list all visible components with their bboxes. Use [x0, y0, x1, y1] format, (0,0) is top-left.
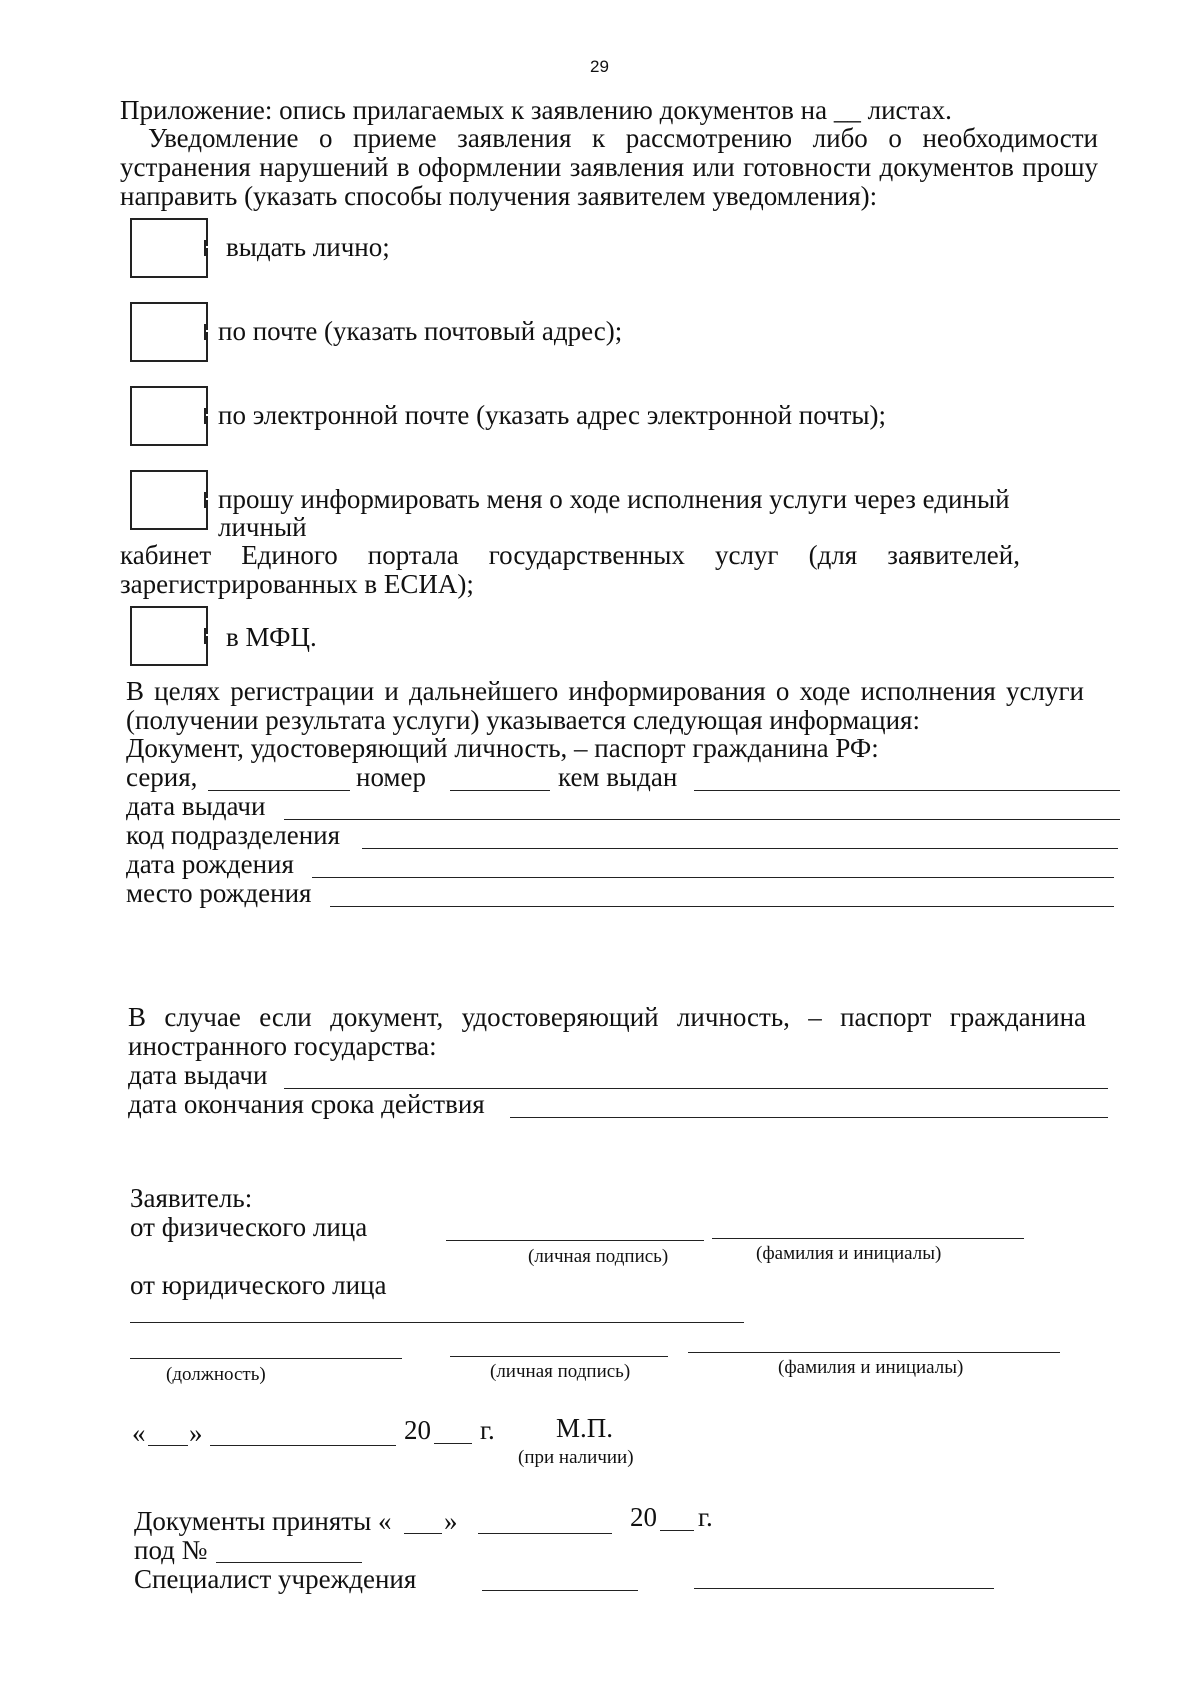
registration-line-3: Документ, удостоверяющий личность, – паспорт гражданина РФ:: [126, 733, 879, 763]
legal-name-field[interactable]: [688, 1352, 1060, 1353]
accepted-year-prefix: 20: [630, 1502, 657, 1532]
checkbox-in-person[interactable]: [130, 218, 208, 276]
division-code-label: код подразделения: [126, 820, 341, 850]
foreign-line-1: В случае если документ, удостоверяющий личность, – паспорт гражданина: [128, 1002, 1086, 1032]
individual-name-field[interactable]: [712, 1238, 1024, 1239]
accepted-year-field[interactable]: [660, 1530, 694, 1531]
checkbox-gosuslugi[interactable]: [130, 470, 208, 528]
issue-date-field[interactable]: [284, 819, 1120, 820]
checkbox-by-email[interactable]: [130, 386, 208, 444]
foreign-line-2: иностранного государства:: [128, 1031, 437, 1061]
birth-place-label: место рождения: [126, 878, 312, 908]
legal-name-caption: (фамилия и инициалы): [778, 1357, 964, 1378]
division-code-field[interactable]: [362, 848, 1118, 849]
position-field[interactable]: [130, 1358, 402, 1359]
option-gosuslugi-label-2: личный: [218, 512, 307, 542]
accepted-month-field[interactable]: [478, 1533, 612, 1534]
date-day-field[interactable]: [148, 1445, 188, 1446]
accepted-close-quote: »: [444, 1506, 458, 1536]
position-caption: (должность): [166, 1364, 266, 1385]
checkbox-by-mail[interactable]: [130, 302, 208, 360]
registration-line-2: (получении результата услуги) указывается следующая информация:: [126, 705, 920, 735]
notification-line-2: устранения нарушений в оформлении заявления или готовности документов прошу: [120, 152, 1098, 182]
number-label: номер: [356, 762, 427, 792]
legal-entity-label: от юридического лица: [130, 1270, 387, 1300]
appendix-line: Приложение: опись прилагаемых к заявлению документов на __ листах.: [120, 95, 952, 125]
notification-line-1: Уведомление о приеме заявления к рассмотрению либо о необходимости: [148, 123, 1098, 153]
accepted-day-field[interactable]: [404, 1533, 442, 1534]
legal-signature-field[interactable]: [450, 1356, 668, 1357]
date-year-suffix: г.: [480, 1415, 495, 1445]
specialist-name-field[interactable]: [694, 1588, 994, 1589]
individual-label: от физического лица: [130, 1212, 368, 1242]
registration-line-1: В целях регистрации и дальнейшего информирования о ходе исполнения услуги: [126, 676, 1084, 706]
specialist-label: Специалист учреждения: [134, 1564, 417, 1594]
individual-signature-caption: (личная подпись): [528, 1246, 669, 1267]
stamp-label: М.П.: [556, 1413, 614, 1443]
issue-date-label: дата выдачи: [126, 791, 266, 821]
accepted-label: Документы приняты «: [134, 1506, 392, 1536]
option-gosuslugi-label: прошу информировать меня о ходе исполнения услуги через единый: [218, 484, 1010, 514]
option-gosuslugi-cont-1: кабинет Единого портала государственных услуг (для заявителей,: [120, 540, 1020, 570]
foreign-issue-date-label: дата выдачи: [128, 1060, 268, 1090]
date-open-quote: «: [132, 1418, 146, 1448]
date-year-prefix: 20: [404, 1415, 431, 1445]
accepted-number-label: под №: [134, 1535, 208, 1565]
foreign-expiry-field[interactable]: [510, 1117, 1108, 1118]
birth-place-field[interactable]: [330, 906, 1114, 907]
individual-name-caption: (фамилия и инициалы): [756, 1243, 942, 1264]
birth-date-label: дата рождения: [126, 849, 294, 879]
individual-signature-field[interactable]: [446, 1240, 704, 1241]
legal-entity-field[interactable]: [130, 1322, 744, 1323]
issued-by-field[interactable]: [694, 790, 1120, 791]
checkbox-mfc[interactable]: [130, 606, 208, 664]
legal-signature-caption: (личная подпись): [490, 1361, 631, 1382]
specialist-signature-field[interactable]: [482, 1590, 638, 1591]
series-label: серия,: [126, 762, 198, 792]
date-month-field[interactable]: [210, 1445, 396, 1446]
date-close-quote: »: [189, 1418, 203, 1448]
option-by-mail-label: по почте (указать почтовый адрес);: [218, 316, 623, 346]
foreign-expiry-label: дата окончания срока действия: [128, 1089, 485, 1119]
option-mfc-label: в МФЦ.: [226, 622, 317, 652]
issued-by-label: кем выдан: [558, 762, 678, 792]
accepted-number-field[interactable]: [216, 1562, 362, 1563]
applicant-heading: Заявитель:: [130, 1183, 253, 1213]
date-year-field[interactable]: [434, 1443, 472, 1444]
option-gosuslugi-cont-2: зарегистрированных в ЕСИА);: [120, 569, 474, 599]
page-number: 29: [590, 57, 609, 76]
option-in-person-label: выдать лично;: [226, 232, 390, 262]
stamp-note: (при наличии): [518, 1447, 634, 1468]
birth-date-field[interactable]: [312, 877, 1114, 878]
notification-line-3: направить (указать способы получения заявителем уведомления):: [120, 181, 878, 211]
number-field[interactable]: [450, 790, 550, 791]
option-by-email-label: по электронной почте (указать адрес электронной почты);: [218, 400, 887, 430]
accepted-year-suffix: г.: [698, 1502, 713, 1532]
